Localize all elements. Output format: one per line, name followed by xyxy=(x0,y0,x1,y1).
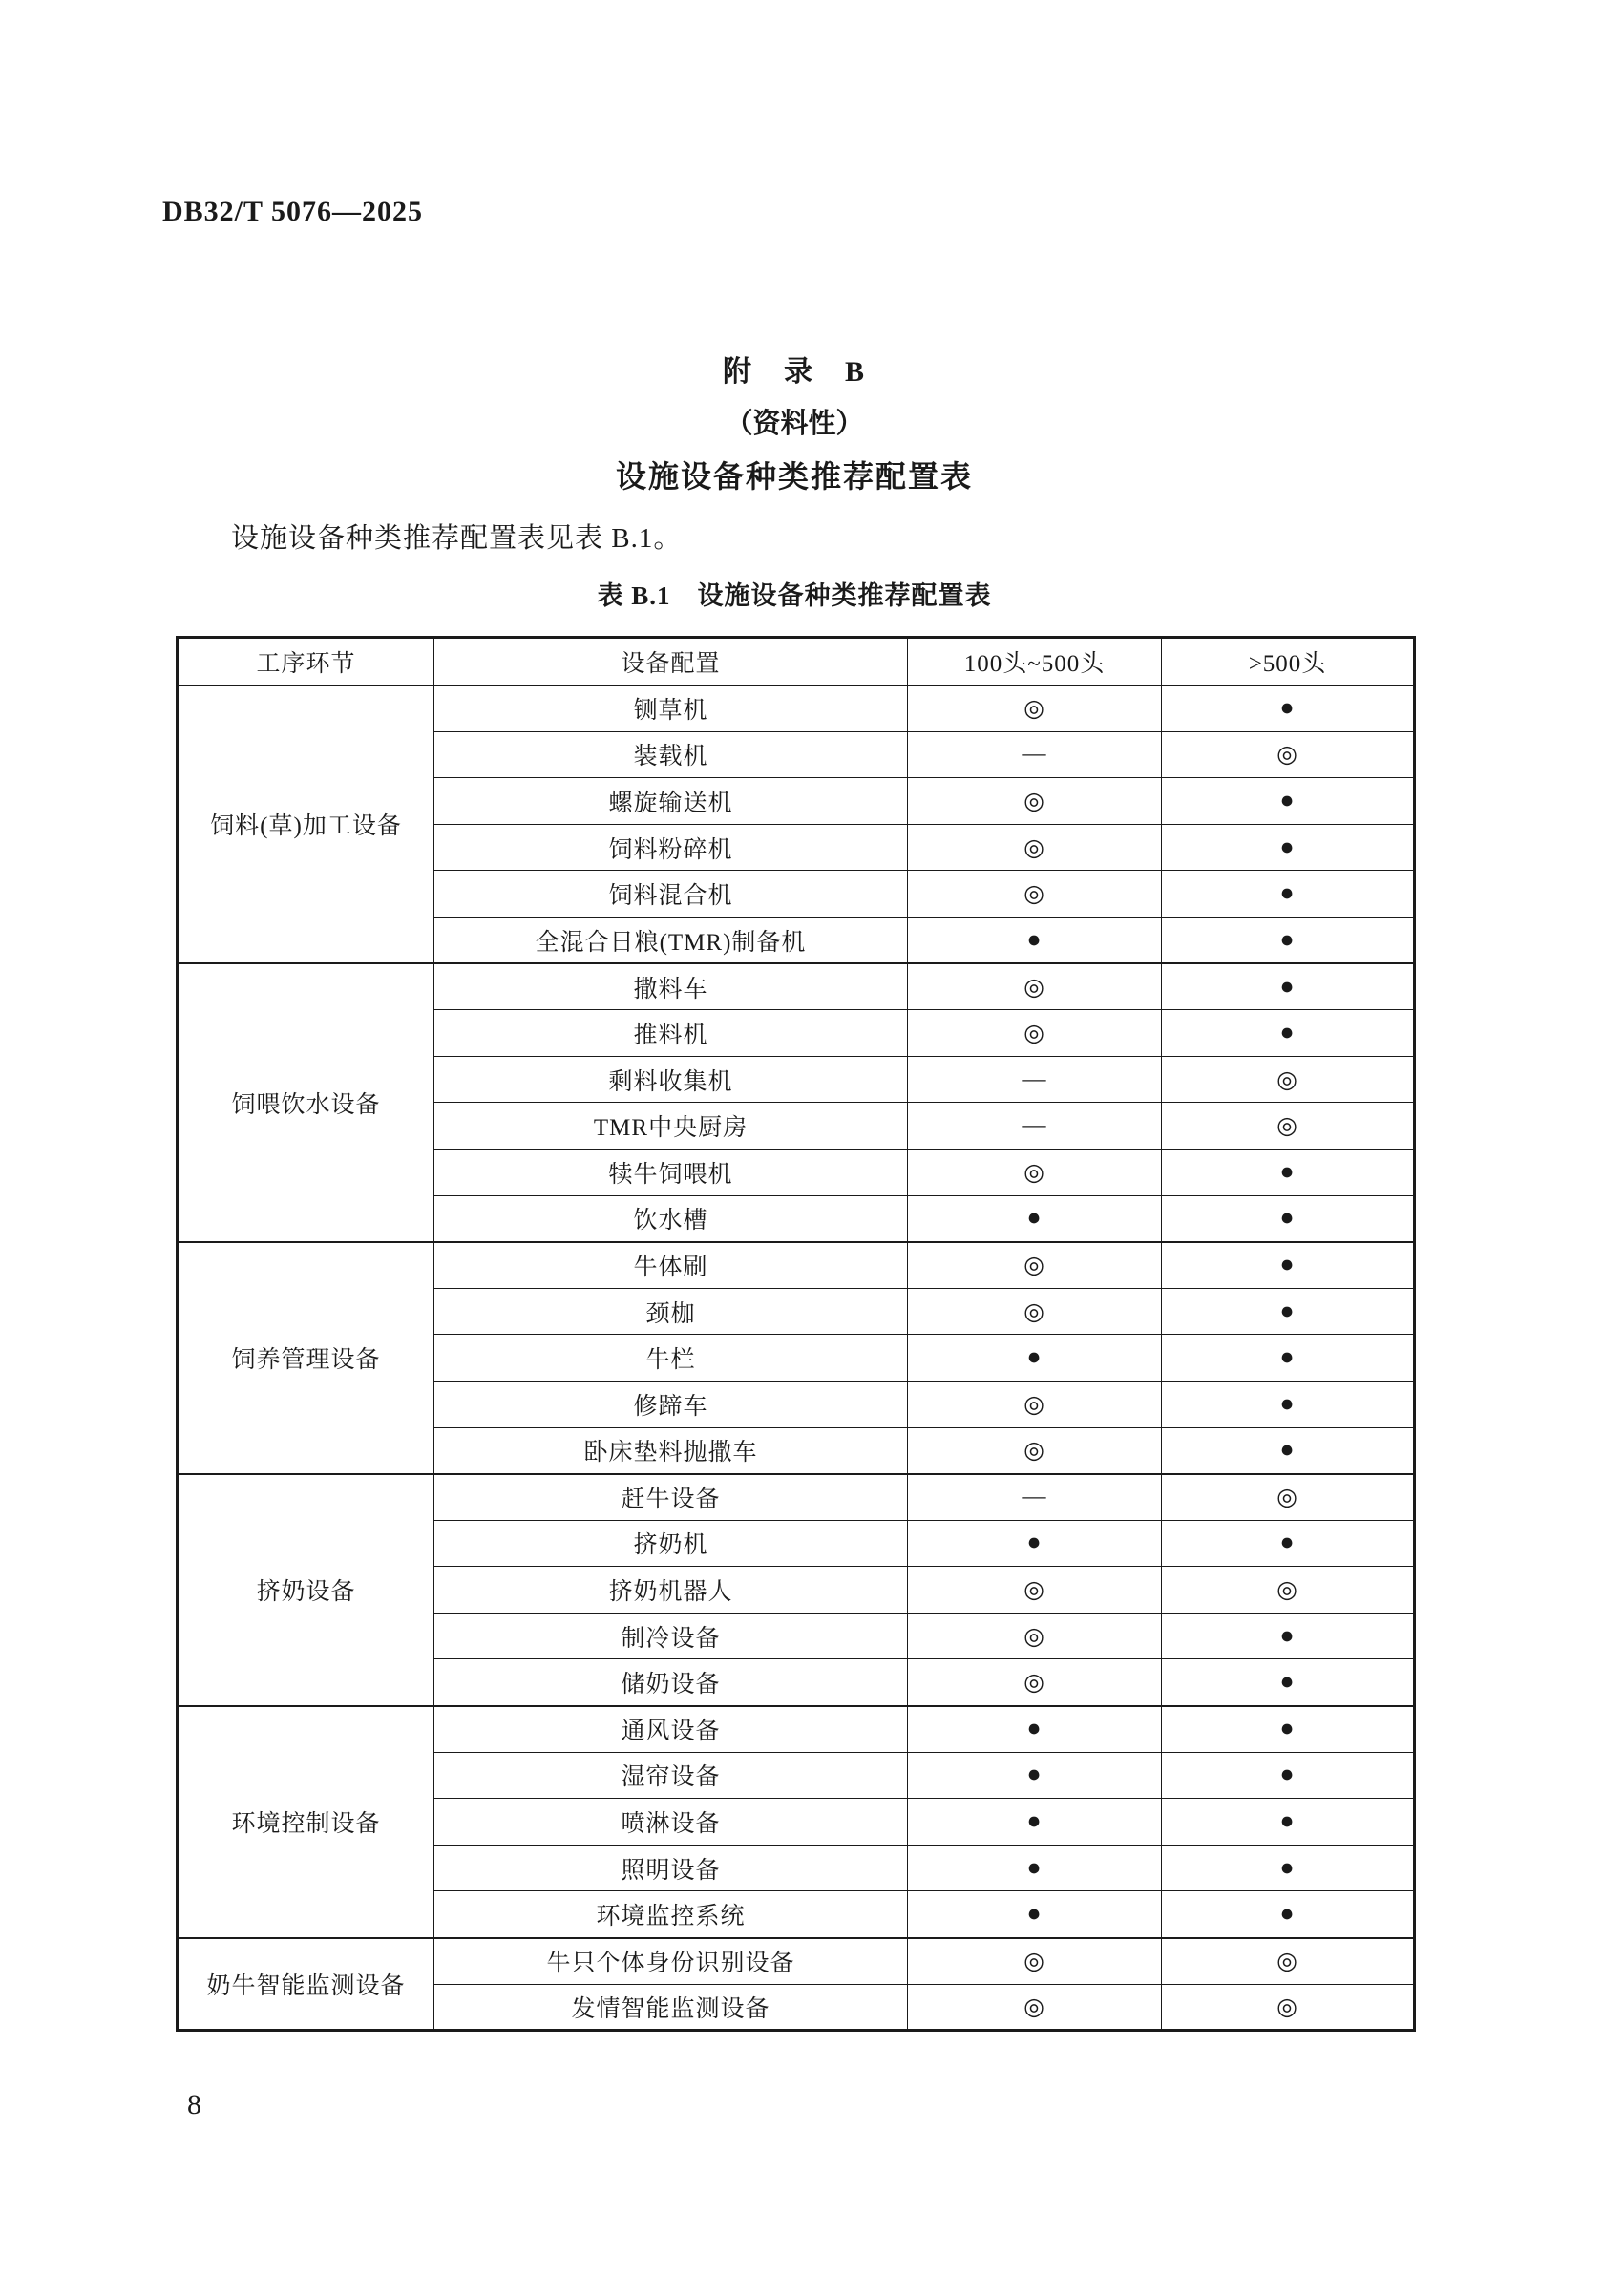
device-cell: 照明设备 xyxy=(434,1845,908,1891)
device-cell: 铡草机 xyxy=(434,686,908,732)
config-small-herd-cell: ◎ xyxy=(908,1427,1162,1474)
config-large-herd-cell: ● xyxy=(1162,1010,1415,1057)
config-small-herd-cell: ◎ xyxy=(908,1242,1162,1289)
device-cell: 卧床垫料抛撒车 xyxy=(434,1427,908,1474)
table-row xyxy=(178,686,1415,732)
appendix-subtitle: （资料性） xyxy=(725,409,864,439)
table-header-row xyxy=(178,638,1415,686)
config-large-herd-cell: ● xyxy=(1162,1288,1415,1335)
category-cell: 奶牛智能监测设备 xyxy=(178,1938,434,2031)
table-row xyxy=(178,963,1415,1010)
config-large-herd-cell: ● xyxy=(1162,1427,1415,1474)
device-cell: 推料机 xyxy=(434,1010,908,1057)
config-large-herd-cell: ◎ xyxy=(1162,1984,1415,2031)
category-cell: 环境控制设备 xyxy=(178,1706,434,1938)
device-cell: 牛栏 xyxy=(434,1335,908,1382)
config-small-herd-cell: — xyxy=(908,731,1162,778)
equipment-config-table xyxy=(176,636,1416,2032)
config-large-herd-cell: ● xyxy=(1162,824,1415,871)
config-large-herd-cell: ● xyxy=(1162,917,1415,963)
device-cell: 饮水槽 xyxy=(434,1195,908,1242)
category-cell: 饲料(草)加工设备 xyxy=(178,686,434,964)
config-large-herd-cell: ● xyxy=(1162,1381,1415,1427)
config-large-herd-cell: ◎ xyxy=(1162,731,1415,778)
config-small-herd-cell: ● xyxy=(908,1752,1162,1799)
device-cell: 撒料车 xyxy=(434,963,908,1010)
config-small-herd-cell: ◎ xyxy=(908,1567,1162,1614)
config-large-herd-cell: ● xyxy=(1162,686,1415,732)
device-cell: TMR中央厨房 xyxy=(434,1103,908,1150)
config-small-herd-cell: — xyxy=(908,1103,1162,1150)
device-cell: 螺旋输送机 xyxy=(434,778,908,825)
config-small-herd-cell: — xyxy=(908,1056,1162,1103)
col-header-equipment-config: 设备配置 xyxy=(434,638,908,686)
config-large-herd-cell: ● xyxy=(1162,1799,1415,1846)
config-large-herd-cell: ◎ xyxy=(1162,1567,1415,1614)
device-cell: 发情智能监测设备 xyxy=(434,1984,908,2031)
config-small-herd-cell: ● xyxy=(908,1335,1162,1382)
config-small-herd-cell: — xyxy=(908,1474,1162,1521)
config-small-herd-cell: ◎ xyxy=(908,1613,1162,1659)
config-large-herd-cell: ● xyxy=(1162,1891,1415,1938)
device-cell: 牛体刷 xyxy=(434,1242,908,1289)
config-large-herd-cell: ● xyxy=(1162,1195,1415,1242)
config-small-herd-cell: ● xyxy=(908,1520,1162,1567)
config-small-herd-cell: ◎ xyxy=(908,686,1162,732)
device-cell: 饲料混合机 xyxy=(434,871,908,918)
config-large-herd-cell: ● xyxy=(1162,1520,1415,1567)
col-header-large-herd: >500头 xyxy=(1162,638,1415,686)
table-row xyxy=(178,1242,1415,1289)
config-small-herd-cell: ◎ xyxy=(908,871,1162,918)
col-header-process-step: 工序环节 xyxy=(178,638,434,686)
config-large-herd-cell: ● xyxy=(1162,963,1415,1010)
config-small-herd-cell: ◎ xyxy=(908,1288,1162,1335)
config-small-herd-cell: ◎ xyxy=(908,1381,1162,1427)
config-small-herd-cell: ◎ xyxy=(908,1149,1162,1195)
config-small-herd-cell: ● xyxy=(908,1799,1162,1846)
config-small-herd-cell: ● xyxy=(908,1891,1162,1938)
config-large-herd-cell: ◎ xyxy=(1162,1938,1415,1985)
device-cell: 通风设备 xyxy=(434,1706,908,1753)
config-large-herd-cell: ◎ xyxy=(1162,1103,1415,1150)
config-small-herd-cell: ◎ xyxy=(908,1010,1162,1057)
config-large-herd-cell: ● xyxy=(1162,1752,1415,1799)
config-small-herd-cell: ● xyxy=(908,1706,1162,1753)
config-large-herd-cell: ● xyxy=(1162,1149,1415,1195)
col-header-small-herd: 100头~500头 xyxy=(908,638,1162,686)
config-small-herd-cell: ◎ xyxy=(908,824,1162,871)
device-cell: 颈枷 xyxy=(434,1288,908,1335)
table-caption: 表 B.1 设施设备种类推荐配置表 xyxy=(597,581,992,610)
table-body xyxy=(178,686,1415,2031)
config-small-herd-cell: ● xyxy=(908,917,1162,963)
device-cell: 环境监控系统 xyxy=(434,1891,908,1938)
intro-paragraph: 设施设备种类推荐配置表见表 B.1。 xyxy=(231,523,683,554)
config-large-herd-cell: ● xyxy=(1162,1613,1415,1659)
table-row xyxy=(178,1474,1415,1521)
config-large-herd-cell: ● xyxy=(1162,871,1415,918)
config-large-herd-cell: ● xyxy=(1162,1242,1415,1289)
config-small-herd-cell: ◎ xyxy=(908,1984,1162,2031)
config-small-herd-cell: ◎ xyxy=(908,778,1162,825)
config-large-herd-cell: ◎ xyxy=(1162,1056,1415,1103)
config-small-herd-cell: ● xyxy=(908,1845,1162,1891)
device-cell: 挤奶机 xyxy=(434,1520,908,1567)
category-cell: 饲养管理设备 xyxy=(178,1242,434,1474)
appendix-heading: 设施设备种类推荐配置表 xyxy=(615,459,973,494)
config-large-herd-cell: ● xyxy=(1162,778,1415,825)
config-large-herd-cell: ● xyxy=(1162,1845,1415,1891)
config-small-herd-cell: ◎ xyxy=(908,963,1162,1010)
appendix-title: 附 录 B xyxy=(722,356,866,388)
device-cell: 饲料粉碎机 xyxy=(434,824,908,871)
table-row xyxy=(178,1938,1415,1985)
device-cell: 牛只个体身份识别设备 xyxy=(434,1938,908,1985)
doc-number: DB32/T 5076—2025 xyxy=(162,196,423,227)
device-cell: 剩料收集机 xyxy=(434,1056,908,1103)
page-number: 8 xyxy=(187,2089,201,2120)
device-cell: 修蹄车 xyxy=(434,1381,908,1427)
device-cell: 湿帘设备 xyxy=(434,1752,908,1799)
config-small-herd-cell: ◎ xyxy=(908,1659,1162,1706)
appendix-title-block xyxy=(176,348,1413,496)
config-large-herd-cell: ● xyxy=(1162,1335,1415,1382)
config-large-herd-cell: ◎ xyxy=(1162,1474,1415,1521)
category-cell: 挤奶设备 xyxy=(178,1474,434,1706)
device-cell: 犊牛饲喂机 xyxy=(434,1149,908,1195)
device-cell: 装载机 xyxy=(434,731,908,778)
config-small-herd-cell: ◎ xyxy=(908,1938,1162,1985)
category-cell: 饲喂饮水设备 xyxy=(178,963,434,1242)
device-cell: 挤奶机器人 xyxy=(434,1567,908,1614)
device-cell: 储奶设备 xyxy=(434,1659,908,1706)
device-cell: 赶牛设备 xyxy=(434,1474,908,1521)
device-cell: 制冷设备 xyxy=(434,1613,908,1659)
table-row xyxy=(178,1706,1415,1753)
device-cell: 喷淋设备 xyxy=(434,1799,908,1846)
device-cell: 全混合日粮(TMR)制备机 xyxy=(434,917,908,963)
config-large-herd-cell: ● xyxy=(1162,1659,1415,1706)
config-small-herd-cell: ● xyxy=(908,1195,1162,1242)
config-large-herd-cell: ● xyxy=(1162,1706,1415,1753)
